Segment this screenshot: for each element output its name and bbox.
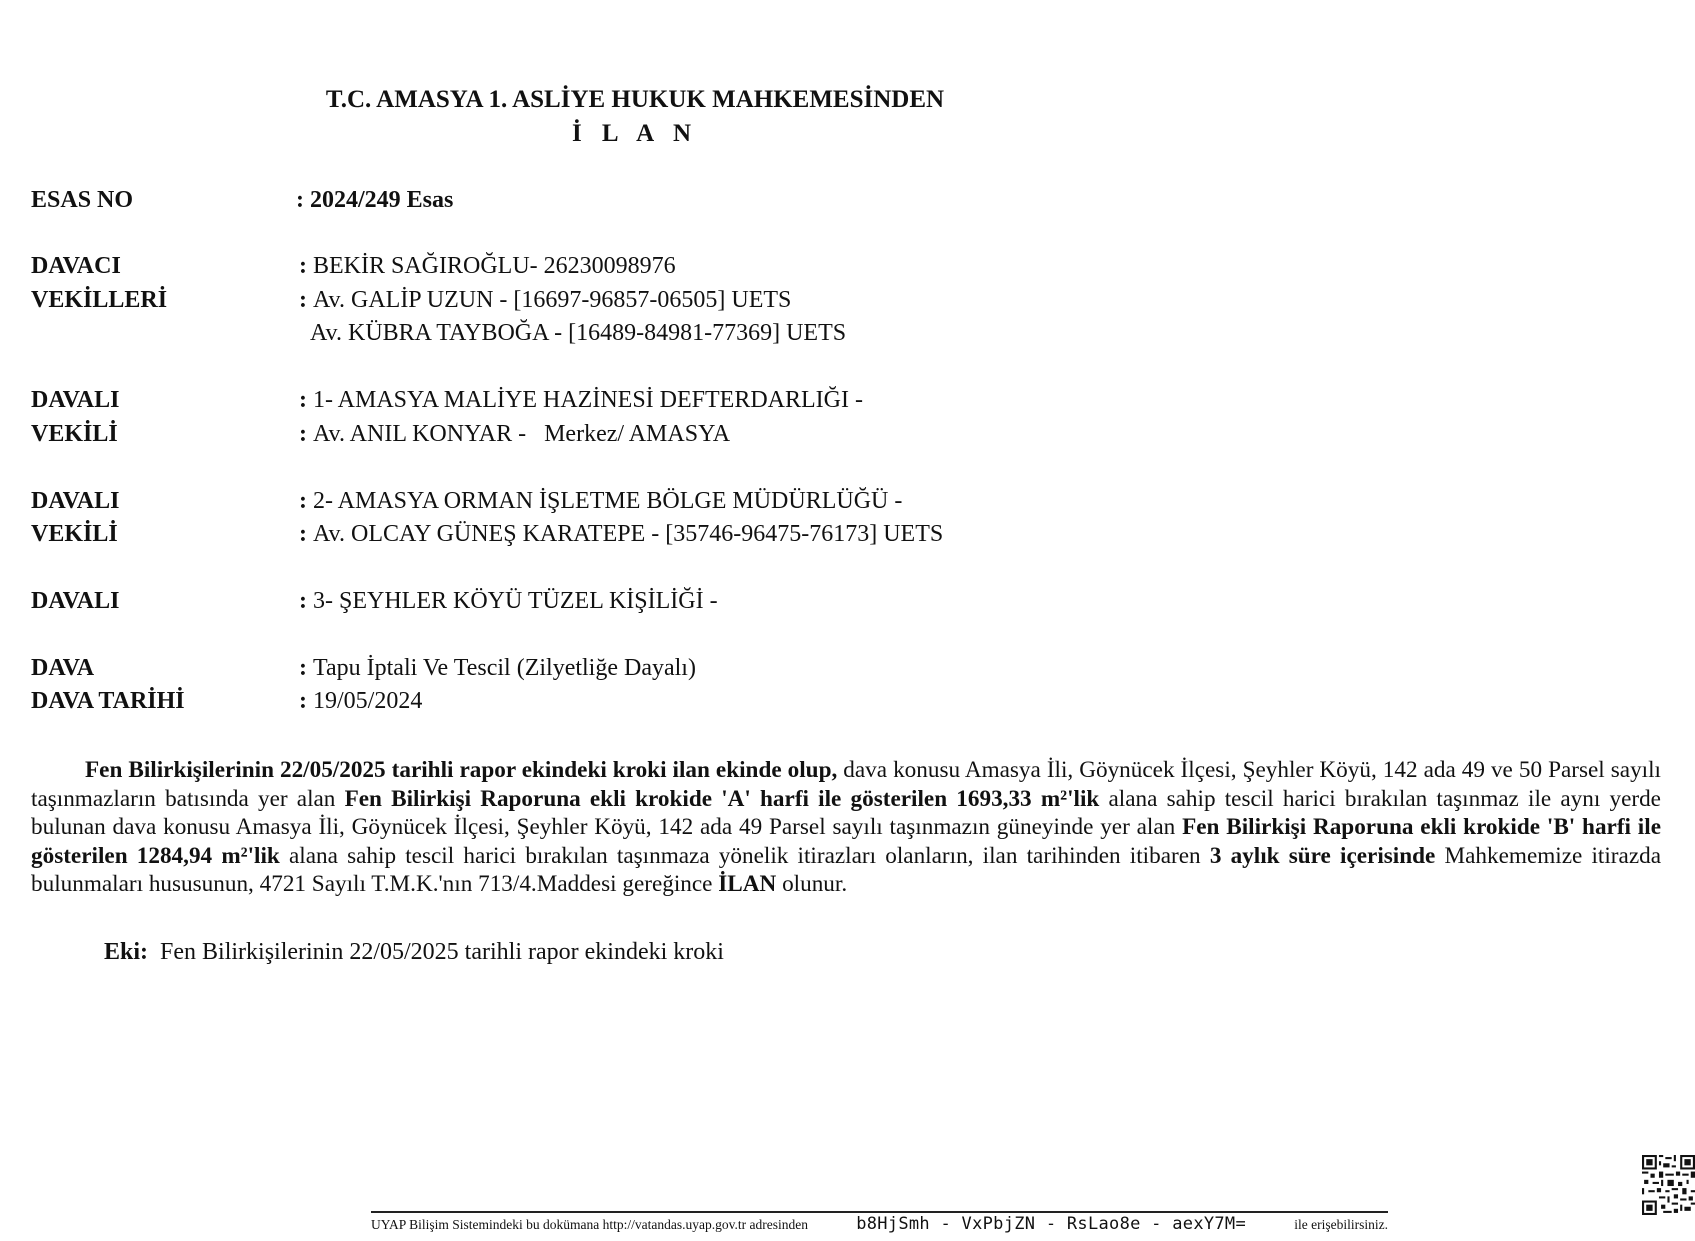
field-colon: :: [299, 688, 307, 714]
field-value: Av. OLCAY GÜNEŞ KARATEPE - [35746-96475-76173] UETS: [313, 521, 944, 547]
field-esas-no: [31, 187, 453, 219]
court-title: T.C. AMASYA 1. ASLİYE HUKUK MAHKEMESİNDEN: [325, 86, 945, 113]
field-davali-1-vekili: [31, 421, 730, 453]
field-colon: :: [299, 521, 307, 547]
field-value: 1- AMASYA MALİYE HAZİNESİ DEFTERDARLIĞI -: [313, 387, 863, 413]
field-label: DAVACI: [31, 253, 121, 279]
body-bold-text: Fen Bilirkişilerinin 22/05/2025 tarihli rapor ekindeki kroki ilan ekinde olup,: [85, 757, 838, 783]
field-colon: :: [299, 253, 307, 279]
field-value: 3- ŞEYHLER KÖYÜ TÜZEL KİŞİLİĞİ -: [313, 588, 718, 614]
footer: [371, 1214, 1388, 1234]
field-label: VEKİLİ: [31, 421, 118, 447]
footer-suffix: ile erişebilirsiniz.: [1294, 1217, 1388, 1232]
field-davaci: [31, 253, 676, 285]
announcement-body: [31, 756, 1661, 899]
footer-divider: [371, 1211, 1388, 1213]
field-label: VEKİLİ: [31, 521, 118, 547]
attachment-line: [104, 939, 724, 966]
field-colon: :: [299, 588, 307, 614]
qr-code-icon: [1642, 1155, 1695, 1215]
body-bold-text: Fen Bilirkişi Raporuna ekli krokide 'A' harfi ile gösterilen 1693,33 m²'lik: [344, 785, 1100, 812]
attachment-label: Eki:: [104, 939, 149, 965]
field-davali-1: [31, 387, 863, 419]
field-colon: :: [299, 421, 307, 447]
body-text: alana sahip tescil harici bırakılan taşınmaza yönelik itirazları olanların, ilan tarihinden itibaren: [279, 842, 1210, 869]
body-bold-text: İLAN: [718, 871, 777, 897]
field-colon: :: [299, 387, 307, 413]
body-text: alana sahip tescil harici bırakılan taşınmaz ile aynı yerde bulunan dava konusu Amasya İli, Göynücek İlçesi, Şeyhler Köyü, 142 ada 49 Parsel sayılı taşınmazın güneyinde yer alan: [31, 785, 1661, 840]
field-davali-2: [31, 488, 902, 520]
document-access-code: b8HjSmh - VxPbjZN - RsLao8e - aexY7M=: [856, 1214, 1246, 1234]
field-dava: [31, 655, 696, 687]
attachment-value: Fen Bilirkişilerinin 22/05/2025 tarihli rapor ekindeki kroki: [160, 939, 724, 965]
footer-prefix: UYAP Bilişim Sistemindeki bu dokümana http://vatandas.uyap.gov.tr adresinden: [371, 1217, 808, 1232]
body-text: dava konusu Amasya İli, Göynücek İlçesi, Şeyhler Köyü, 142 ada 49 ve 50 Parsel sayılı taşınmazların batısında yer alan: [31, 757, 1661, 812]
field-label: VEKİLLERİ: [31, 287, 168, 313]
field-label: DAVALI: [31, 488, 120, 514]
field-value-continuation: Av. KÜBRA TAYBOĞA - [16489-84981-77369] UETS: [310, 320, 847, 346]
field-value: Av. ANIL KONYAR - Merkez/ AMASYA: [313, 421, 731, 447]
announcement-title: İ L A N: [571, 120, 699, 147]
field-davali-2-vekili: [31, 521, 943, 553]
body-text: Mahkememize itirazda bulunmaları hususunun, 4721 Sayılı T.M.K.'nın 713/4.Maddesi gereğince: [31, 842, 1661, 897]
field-colon: :: [299, 287, 307, 313]
field-label: DAVALI: [31, 588, 120, 614]
field-davali-3: [31, 588, 718, 620]
field-davaci-vekilleri: [31, 287, 791, 319]
field-label: DAVA: [31, 655, 95, 681]
field-label: DAVA TARİHİ: [31, 688, 185, 714]
field-value: 19/05/2024: [313, 688, 423, 714]
body-bold-text: Fen Bilirkişi Raporuna ekli krokide 'B' harfi ile gösterilen 1284,94 m²'lik: [31, 814, 1661, 869]
field-value: BEKİR SAĞIROĞLU- 26230098976: [313, 253, 676, 279]
field-colon: :: [296, 187, 304, 213]
field-colon: :: [299, 488, 307, 514]
field-colon: :: [299, 655, 307, 681]
field-value: 2024/249 Esas: [310, 187, 454, 213]
field-label: DAVALI: [31, 387, 120, 413]
field-dava-tarihi: [31, 688, 422, 720]
body-text: olunur.: [776, 871, 848, 897]
field-label: ESAS NO: [31, 187, 134, 213]
field-value: Tapu İptali Ve Tescil (Zilyetliğe Dayalı): [313, 655, 696, 681]
field-value: 2- AMASYA ORMAN İŞLETME BÖLGE MÜDÜRLÜĞÜ -: [313, 488, 903, 514]
field-value: Av. GALİP UZUN - [16697-96857-06505] UETS: [313, 287, 792, 313]
body-bold-text: 3 aylık süre içerisinde: [1209, 842, 1436, 869]
